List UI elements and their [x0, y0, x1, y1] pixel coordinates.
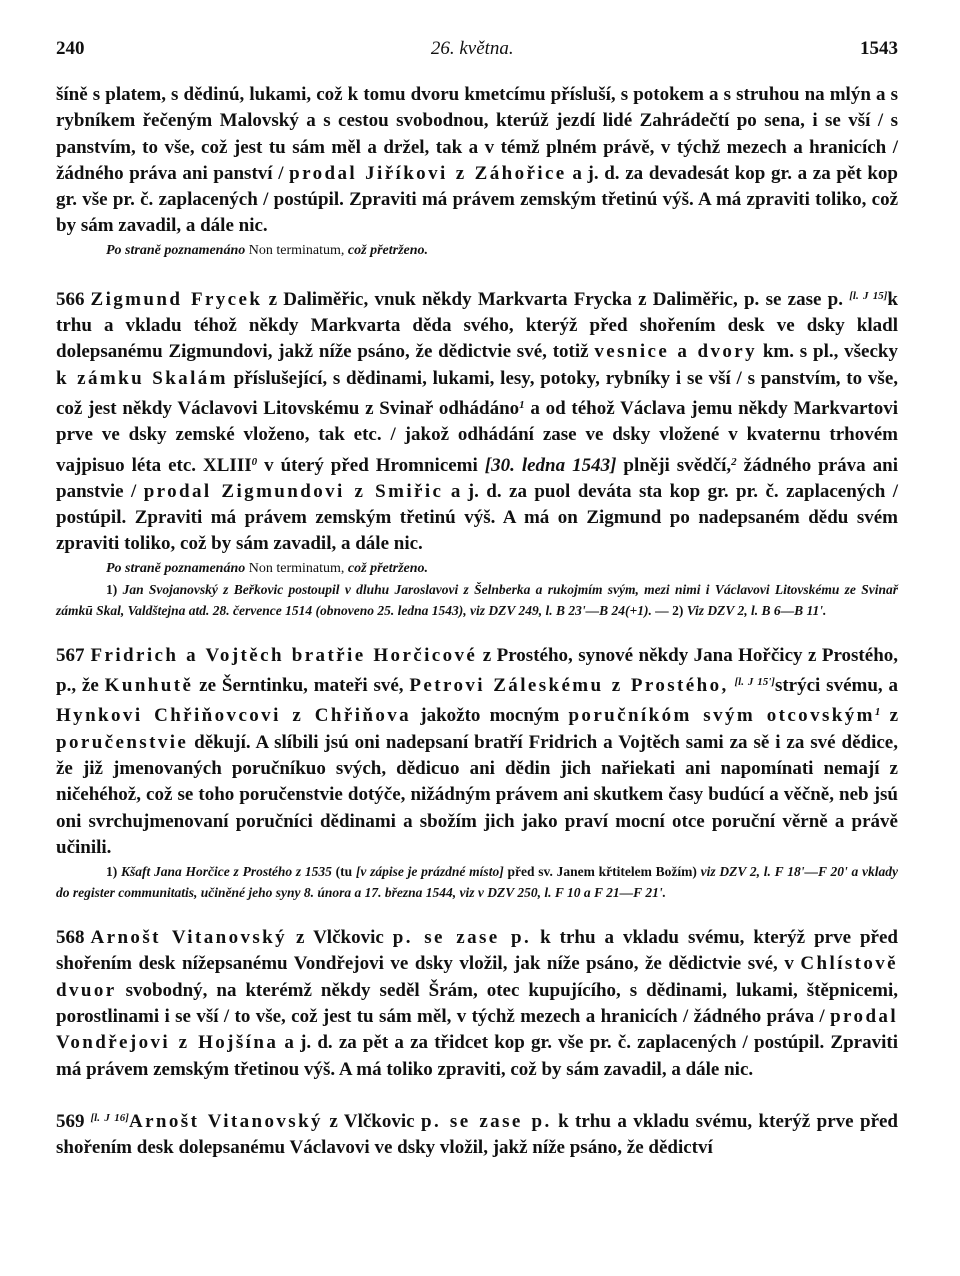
- entry-569: [56, 1105, 898, 1162]
- entry-number: 566: [56, 288, 85, 310]
- footnote-mark: 1): [106, 581, 118, 597]
- entry-568: [56, 925, 898, 1083]
- header-year: 1543: [859, 38, 898, 59]
- header-date: 26. května.: [430, 38, 514, 59]
- entry-number: 568: [56, 927, 85, 949]
- footnote-ref: 1: [874, 706, 881, 719]
- entry-number: 567: [56, 644, 85, 666]
- entry-567: [56, 643, 898, 903]
- footnote-mark: 2): [672, 602, 684, 618]
- continuation-paragraph: šíně s platem, s dědinú, lukami, což k tomu dvoru kmetcímu přísluší, s potokem a s struhou na mlýn a s rybníkem řečeným Malovský a s cestou svobodnou, kterúž jezdí lidé Zahrádečtí po sena, i se vší / s panstvím, to vše, což jest tu sám měl a držel, tak a v témž plném právě, v týchž mezech a hranicích / žádného práva ani panství / prodal Jiříkovi z Záhořice a j. d. za devadesát kop gr. a za pět kop gr. vše pr. č. zaplacených / postúpil. Zpraviti má právem zemským třetinú výš. A má zpraviti toliko, což by sám zavadil, a dále nic.: [56, 84, 898, 237]
- footnotes-566: 1) Jan Svojanovský z Beřkovic postoupil v dluhu Jaroslavovi z Šelnberka a rukojmím svým, mezi nimi i Václavovi Litovskému ze Svinař zámkū Skal, Valdštejna atd. 28. července 1514 (obnoveno 25. ledna 1543), viz DZV 249, l. B 23'—B 24(+1). — 2) Viz DZV 2, l. B 6—B 11'.: [56, 581, 898, 618]
- margin-note: Po straně poznamenáno Non terminatum, což přetrženo.: [106, 242, 429, 258]
- entry-566-text: 566 Zigmund Frycek z Daliměřic, vnuk někdy Markvarta Frycka z Daliměřic, p. se zase p. [l. J 15]k trhu a vkladu téhož někdy Markvarta děda svého, kterýž před shořením desk ve dsky kladl dolepsanému Zigmundovi, jakž níže psáno, že dědictvie své, totiž vesnice a dvory km. s pl., všecky k zámku Skalám příslušející, s dědinami, lukami, lesy, potoky, rybníky i se vší / s panstvím, to vše, což jest někdy Václavovi Litovskému z Svinař odhádáno$^1$ a od téhož Václava jemu někdy Markvartovi prve ve dsky zemské vloženo, tak etc. / jakož odhádání zase ve dsky vložené v kvaternu trhovém vajpisuo léta etc. XLIII$^0$ v úterý před Hromnicemi [30. ledna 1543] plněji svědčí,$^2$ žádného práva ani panstvie / prodal Zigmundovi z Smiřic a j. d. za puol deváta sta kop gr. pr. č. zaplacených / postúpil. Zpraviti má právem zemským třetinú výš. A má on Zigmund po nadepsaném dědu svém zpraviti toliko, což by sám zavadil, a dále nic.: [56, 288, 899, 555]
- folio-ref: [l. J 15']: [734, 676, 775, 689]
- footnote-ref: 2: [731, 455, 737, 468]
- date-ref: [30. ledna 1543]: [484, 454, 617, 476]
- page-number: 240: [56, 38, 85, 59]
- footnote-ref: 1: [519, 398, 525, 411]
- footnote-mark: 1): [106, 864, 118, 880]
- folio-ref: [l. J 16]: [90, 1111, 129, 1124]
- entry-568-text: 568 Arnošt Vitanovský z Vlčkovic p. se zase p. k trhu a vkladu svému, kterýž prve před shořením desk nížepsanému Vondřejovi ve dsky vložil, jak níže psáno, že dědictvie své, v Chlístově dvuor svobodný, na kterémž někdy seděl Šrám, otec kupujícího, s dědinami, lukami, štěpnicemi, porostlinami i se vší / to vše, což jest tu sám měl, v týchž mezech a hranicích / žádného práva / prodal Vondřejovi z Hojšína a j. d. za pět a za třidcet kop gr. vše pr. č. zaplacených / postúpil. Zpraviti má právem zemským třetinou výš. A má toliko zpraviti, což by sám zavadil, a dále nic.: [56, 927, 898, 1080]
- folio-ref: [l. J 15]: [849, 289, 888, 302]
- footnotes-567: 1) Kšaft Jana Horčice z Prostého z 1535 (tu [v zápise je prázdné místo] před sv. Janem křtitelem Božím) viz DZV 2, l. F 18'—F 20' a vklady do register communitatis, učiněné jeho syny 8. února a 17. března 1544, viz v DZV 250, l. F 10 a F 21—F 21'.: [56, 864, 898, 901]
- entry-567-text: 567 Fridrich a Vojtěch bratřie Horčicové z Prostého, synové někdy Jana Hořčicy z Prostého, p., že Kunhutě ze Šerntinku, mateři své, Petrovi Záleskému z Prostého, [l. J 15']strýci svému, a Hynkovi Chřiňovcovi z Chřiňova jakožto mocným poručníkóm svým otcovským$^1$ z poručenstvie děkují. A slíbili jsú oni nadepsaní bratří Fridrich a Vojtěch sami za sě i za své dědice, že již jmenovaných poručníkuo svých, dědicuo ani dědin jich nařiekati ani napomínati nemají z ničehéhož, což se toho poručenstvie dotýče, nižádným právem ani skutkem časy budúcí a věčně, neb jsú oni svrchujmenovaní poručníci dědinami a sbožím jich jako praví mocní otce poruční věrně a právě učinili.: [56, 644, 899, 858]
- entry-569-text: 569 [l. J 16]Arnošt Vitanovský z Vlčkovic p. se zase p. k trhu a vkladu svému, kterýž prve před shořením desk dolepsanému Václavovi ve dsky vložil, jakž níže psáno, že dědictví: [56, 1110, 898, 1159]
- margin-note: Po straně poznamenáno Non terminatum, což přetrženo.: [106, 560, 429, 576]
- entry-number: 569: [56, 1110, 85, 1132]
- entry-566: [56, 283, 898, 621]
- page-header: [56, 38, 898, 68]
